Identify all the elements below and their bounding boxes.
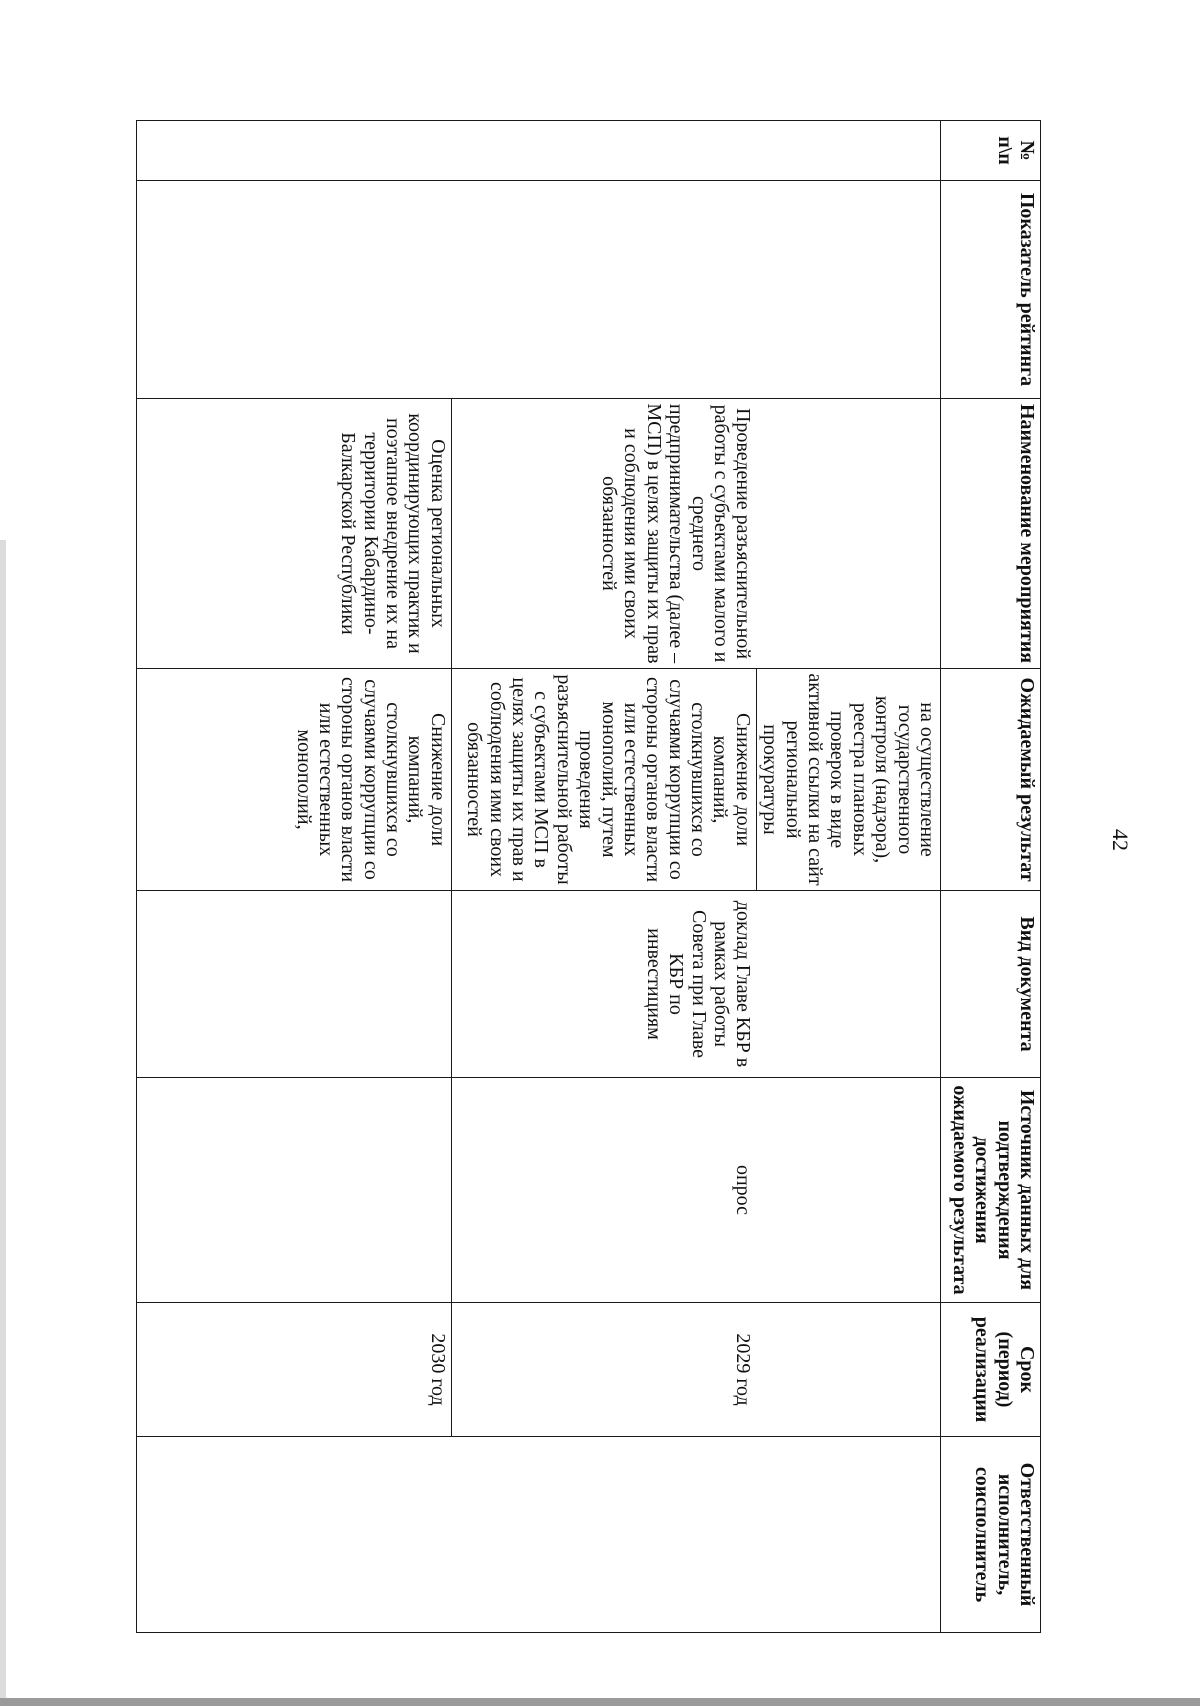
cell-doc-type: доклад Главе КБР в рамках работы Совета при Главе КБР по инвестициям	[451, 891, 756, 1078]
cell-period: 2029 год	[451, 1303, 756, 1437]
scan-left-edge	[0, 540, 6, 1706]
header-number: № п\п	[941, 121, 1041, 181]
activities-table	[136, 120, 1041, 1633]
cell-responsible	[136, 1437, 940, 1633]
cell-activity: Проведение разъяснительной работы с субъектами малого и среднего предпринимательства (далее – МСП) в целях защиты их прав и соблюдения ими своих обязанностей	[451, 399, 756, 669]
cell-result: Снижение доли компаний, столкнувшихся со случаями коррупции со стороны органов власти или естественных монополий,	[136, 669, 451, 891]
cell-number	[136, 121, 940, 181]
table-header-row	[941, 121, 1041, 1633]
cell-period	[756, 1303, 940, 1437]
cell-period: 2030 год	[136, 1303, 451, 1437]
rotated-table-container	[151, 120, 1041, 1632]
header-doc-type: Вид документа	[941, 891, 1041, 1078]
cell-result: Снижение доли компаний, столкнувшихся со случаями коррупции со стороны органов власти или естественных монополий, путем проведения разъяснительной работы с субъектами МСП в целях защиты их прав и соблюдения ими своих обязанностей	[451, 669, 756, 891]
header-indicator: Показатель рейтинга	[941, 181, 1041, 399]
scan-bottom-edge	[0, 1698, 1200, 1706]
cell-source	[136, 1078, 451, 1303]
page-number: 42	[1108, 829, 1133, 851]
cell-result: на осуществление государственного контроля (надзора), реестра плановых проверок в виде активной ссылки на сайт региональной прокуратуры	[756, 669, 940, 891]
header-responsible: Ответственный исполнитель, соисполнитель	[941, 1437, 1041, 1633]
header-source: Источник данных для подтверждения достижения ожидаемого результата	[941, 1078, 1041, 1303]
cell-activity	[756, 399, 940, 669]
cell-doc-type	[136, 891, 451, 1078]
cell-activity: Оценка региональных координирующих практик и поэтапное внедрение их на территории Кабардино-Балкарской Республики	[136, 399, 451, 669]
header-activity: Наименование мероприятия	[941, 399, 1041, 669]
header-period: Срок (период) реализации	[941, 1303, 1041, 1437]
cell-source: опрос	[451, 1078, 756, 1303]
cell-indicator	[136, 181, 940, 399]
cell-doc-type	[756, 891, 940, 1078]
table-row	[756, 121, 940, 1633]
header-result: Ожидаемый результат	[941, 669, 1041, 891]
cell-source	[756, 1078, 940, 1303]
